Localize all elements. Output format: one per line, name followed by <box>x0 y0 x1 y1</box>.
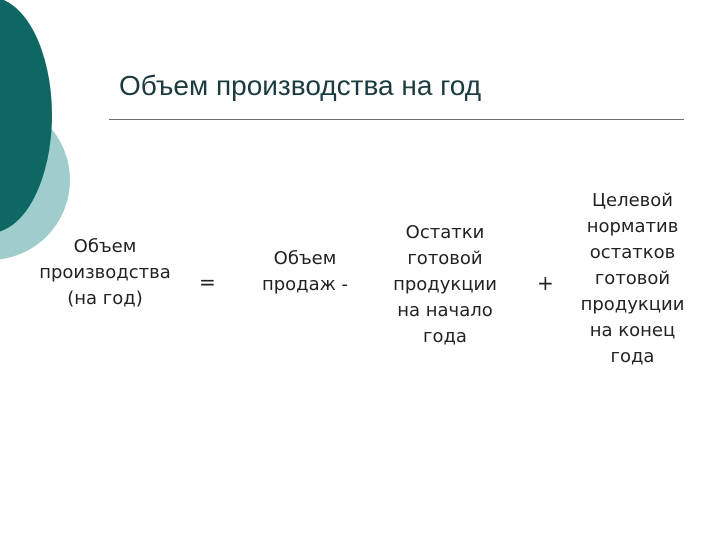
sales-volume-term <box>245 246 365 298</box>
term-line: на начало <box>397 300 493 321</box>
term-line: Объем <box>73 236 137 257</box>
production-volume-term <box>30 234 180 312</box>
term-line: Объем <box>273 248 337 269</box>
term-line: норматив <box>586 216 679 237</box>
dark-teal-circle <box>0 0 52 233</box>
term-line: года <box>423 326 467 347</box>
target-ending-inventory-term <box>565 188 700 370</box>
term-line: на конец <box>589 320 676 341</box>
term-line: остатков <box>589 242 676 263</box>
term-line: продукции <box>580 294 685 315</box>
term-line: Целевой <box>592 190 673 211</box>
term-line: готовой <box>594 268 671 289</box>
term-line: продаж - <box>261 274 349 295</box>
plus-sign: + <box>537 271 554 295</box>
slide-title: Объем производства на год <box>119 70 482 101</box>
term-line: готовой <box>407 248 483 269</box>
equals-sign: = <box>199 270 216 294</box>
term-line: Остатки <box>405 222 485 243</box>
term-line: продукции <box>393 274 497 295</box>
title-divider <box>109 119 684 120</box>
beginning-inventory-term <box>380 220 510 350</box>
term-line: года <box>610 346 655 367</box>
term-line: производства <box>39 262 171 283</box>
term-line: (на год) <box>67 288 143 309</box>
